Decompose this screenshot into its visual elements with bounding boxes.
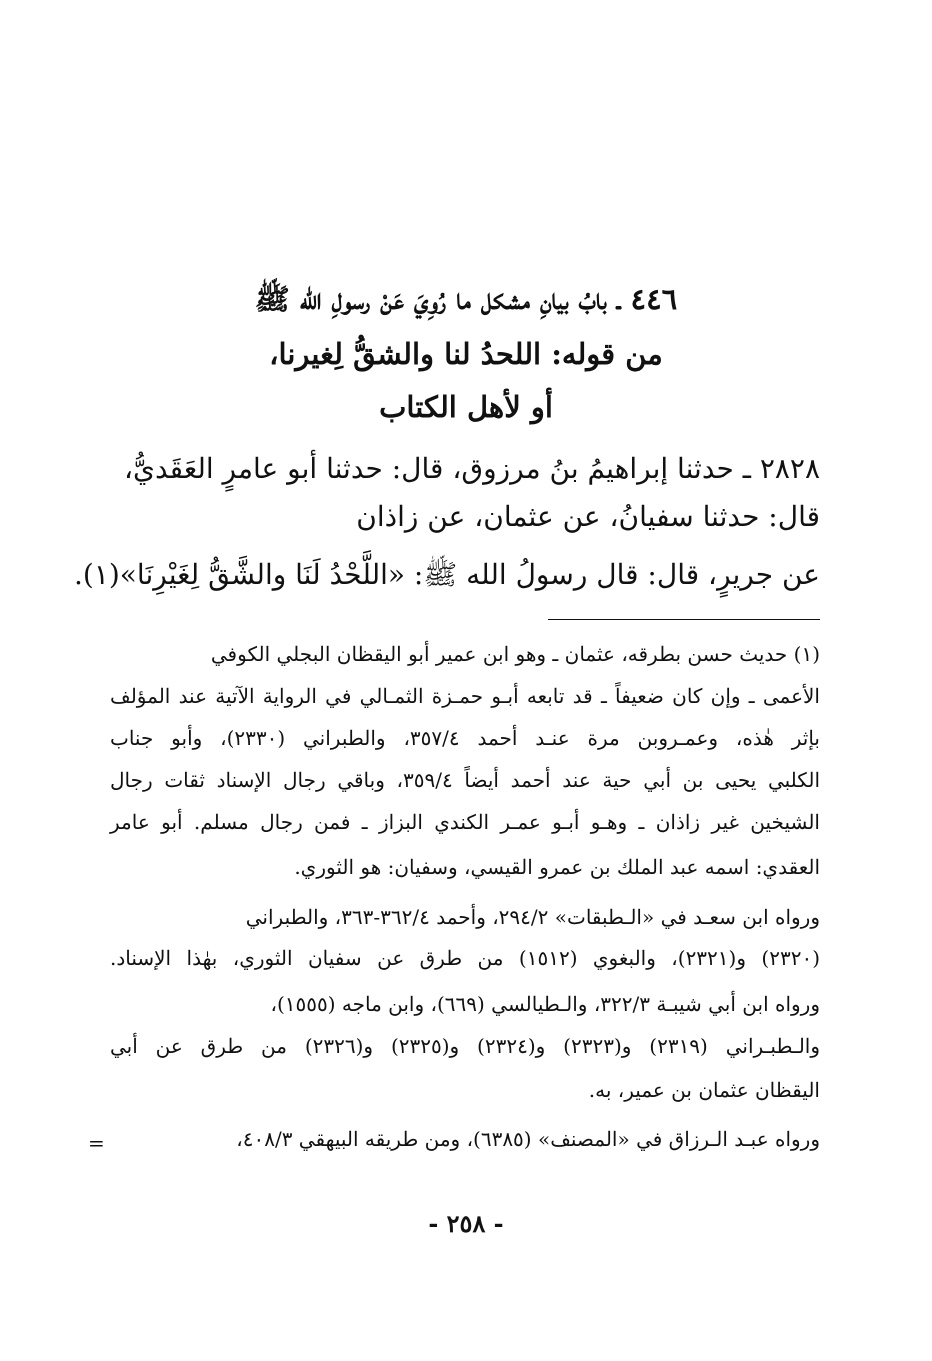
- chapter-title-line-1: ٤٤٦ ـ بابُ بيانِ مشكل ما رُوِيَ عَنْ رسولِ الله ﷺ: [254, 282, 678, 316]
- footnote-line-1: (١) حديث حسن بطرقه، عثمان ـ وهو ابن عمير أبو اليقظان البجلي الكوفي: [210, 642, 820, 666]
- hadith-line-3: عن جريرٍ، قال: قال رسولُ الله ﷺ: «اللَّحْدُ لَنَا والشَّقُّ لِغَيْرِنَا»(١).: [73, 558, 820, 591]
- footnote-line-11: اليقظان عثمان بن عمير، به.: [588, 1078, 820, 1102]
- footnote-line-6: العقدي: اسمه عبد الملك بن عمرو القيسي، وسفيان: هو الثوري.: [294, 855, 820, 879]
- chapter-title-line-2: من قوله: اللحدُ لنا والشقُّ لِغيرنا،: [269, 337, 663, 371]
- footnote-line-7: ورواه ابن سعـد في «الـطبقات» ٢٩٤/٢، وأحمد ٣٦٢/٤-٣٦٣، والطبراني: [245, 905, 820, 929]
- footnote-line-3: بإثر هٰذه، وعمـروبن مرة عنـد أحمد ٣٥٧/٤، والطبراني (٢٣٣٠)، وأبو جناب: [110, 726, 820, 750]
- footnote-line-5: الشيخين غير زاذان ـ وهـو أبـو عمـر الكندي البزاز ـ فمن رجال مسلم. أبو عامر: [110, 810, 820, 834]
- page-number: - ٢٥٨ -: [428, 1209, 504, 1238]
- footnote-line-12: ورواه عبـد الـرزاق في «المصنف» (٦٣٨٥)، ومن طريقه البيهقي ٤٠٨/٣،: [236, 1127, 820, 1151]
- hadith-line-1: ٢٨٢٨ ـ حدثنا إبراهيمُ بنُ مرزوق، قال: حدثنا أبو عامرٍ العَقَديُّ،: [124, 452, 820, 485]
- hadith-line-2: قال: حدثنا سفيانُ، عن عثمان، عن زاذان: [356, 500, 820, 533]
- footnote-line-2: الأعمى ـ وإن كان ضعيفاً ـ قد تابعه أبـو حمـزة الثمـالي في الرواية الآتية عند المؤلف: [110, 684, 820, 708]
- footnote-line-10: والـطبـراني (٢٣١٩) و(٢٣٢٣) و(٢٣٢٤) و(٢٣٢٥) و(٢٣٢٦) من طرق عن أبي: [110, 1034, 821, 1058]
- footnote-line-8: (٢٣٢٠) و(٢٣٢١)، والبغوي (١٥١٢) من طرق عن سفيان الثوري، بهٰذا الإسناد.: [110, 946, 820, 970]
- footnote-line-4: الكلبي يحيى بن أبي حية عند أحمد أيضاً ٣٥٩/٤، وباقي رجال الإسناد ثقات رجال: [110, 768, 821, 792]
- footnote-line-9: ورواه ابن أبي شيبـة ٣٢٢/٣، والـطيالسي (٦٦٩)، وابن ماجه (١٥٥٥)،: [270, 992, 820, 1016]
- footnote-separator: [548, 619, 820, 620]
- chapter-title-line-3: أو لأهل الكتاب: [379, 390, 553, 424]
- continuation-mark: =: [88, 1131, 105, 1155]
